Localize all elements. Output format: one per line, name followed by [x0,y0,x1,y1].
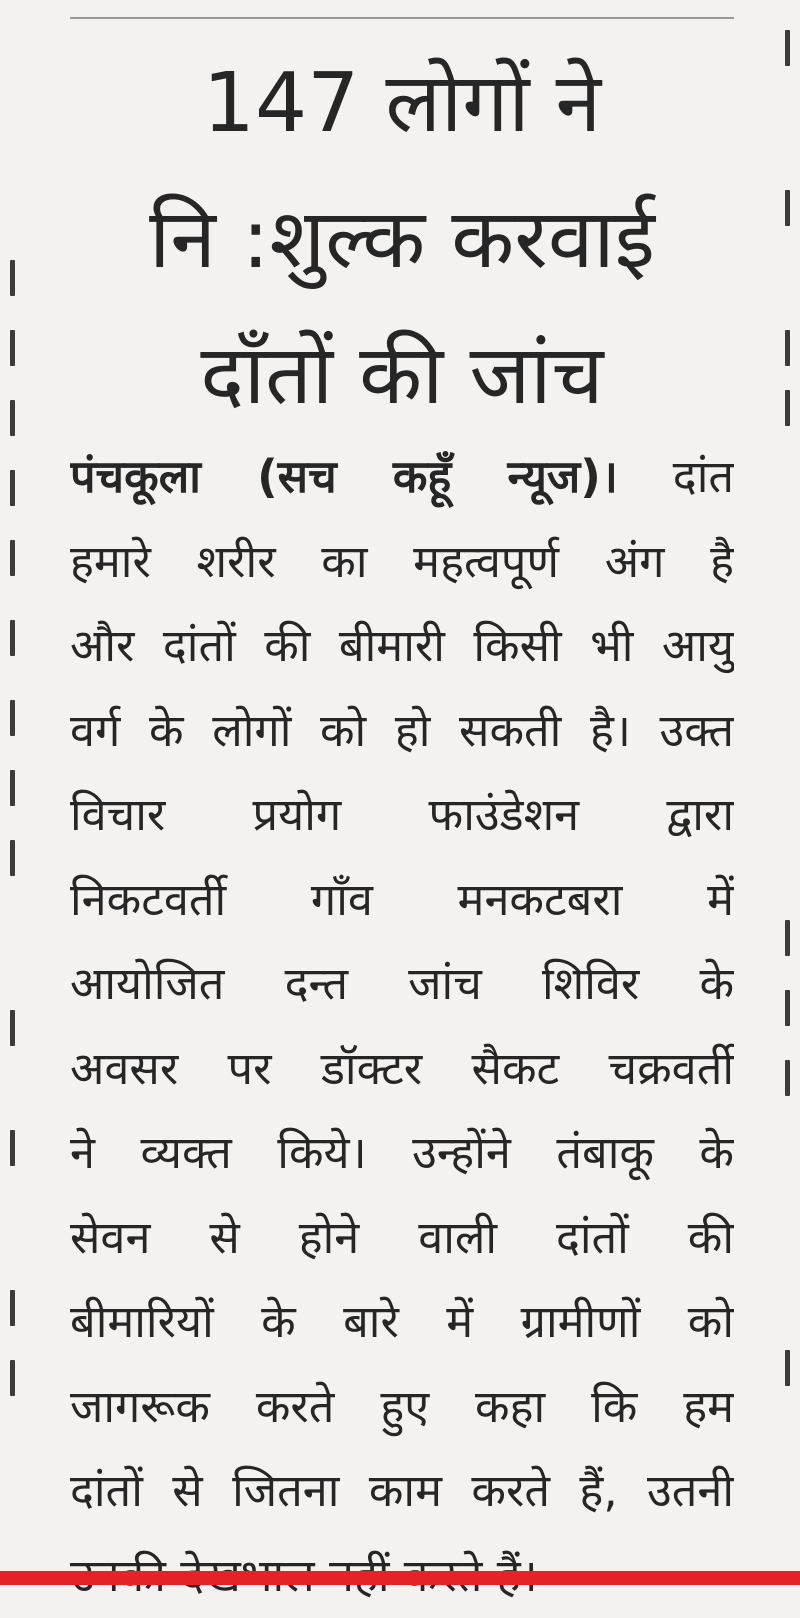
column-edge-mark [10,470,15,506]
column-edge-mark [10,620,15,656]
column-edge-mark [10,400,15,436]
dateline: पंचकूला (सच कहूँ न्यूज)। [70,450,618,503]
body-line [70,435,734,520]
body-line: आयोजित दन्त जांच शिविर के [70,942,734,1027]
column-edge-mark [10,260,15,296]
column-edge-mark [10,770,15,806]
body-line: विचार प्रयोग फाउंडेशन द्वारा [70,773,734,858]
column-edge-mark [785,990,790,1026]
column-edge-mark [785,330,790,366]
column-edge-mark [785,390,790,426]
body-line: निकटवर्ती गाँव मनकटबरा में [70,858,734,943]
article-headline [70,36,734,444]
column-edge-mark [10,1360,15,1396]
column-edge-mark [10,1130,15,1166]
headline-line: दाँतों की जांच [70,308,734,444]
article-body [70,435,734,1618]
body-text: दांत [673,450,734,503]
headline-line: 147 लोगों ने [70,36,734,172]
adjacent-column-right-edge [770,0,800,1550]
body-line: हमारे शरीर का महत्वपूर्ण अंग है [70,520,734,605]
body-line: बीमारियों के बारे में ग्रामीणों को [70,1280,734,1365]
column-edge-mark [10,1290,15,1326]
top-divider-rule [70,17,734,19]
body-line: दांतों से जितना काम करते हैं, उतनी [70,1449,734,1534]
body-line: वर्ग के लोगों को हो सकती है। उक्त [70,689,734,774]
body-line: जागरूक करते हुए कहा कि हम [70,1365,734,1450]
column-edge-mark [785,30,790,66]
body-line: और दांतों की बीमारी किसी भी आयु [70,604,734,689]
body-line: सेवन से होने वाली दांतों की [70,1196,734,1281]
column-edge-mark [10,540,15,576]
column-edge-mark [10,700,15,736]
body-line: ने व्यक्त किये। उन्होंने तंबाकू के [70,1111,734,1196]
column-edge-mark [10,330,15,366]
headline-line: नि :शुल्क करवाई [70,172,734,308]
column-edge-mark [10,840,15,876]
column-edge-mark [785,1350,790,1386]
column-edge-mark [10,1010,15,1046]
column-edge-mark [785,190,790,226]
column-edge-mark [785,1060,790,1096]
adjacent-column-left-edge [0,0,30,1550]
body-line: अवसर पर डॉक्टर सैकट चक्रवर्ती [70,1027,734,1112]
bottom-red-bar [0,1571,800,1585]
column-edge-mark [785,920,790,956]
